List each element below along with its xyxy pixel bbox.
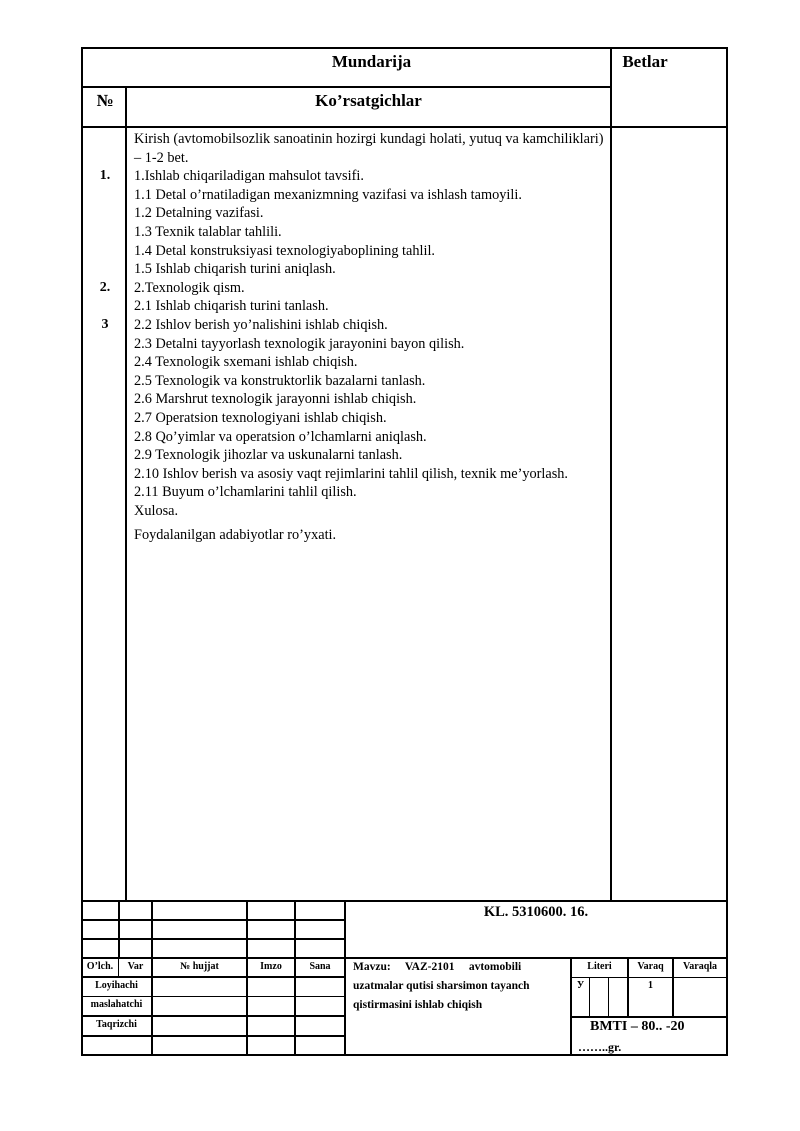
number-column-header: № <box>96 91 114 110</box>
subheader-divider <box>81 126 728 128</box>
toc-item: 2.1 Ishlab chiqarish turini tanlash. <box>134 298 329 315</box>
table-of-contents <box>134 130 604 545</box>
col-header-hujjat: № hujjat <box>180 961 219 972</box>
col-header-olch: O’lch. <box>86 961 114 972</box>
col-header-sana: Sana <box>309 961 331 972</box>
toc-item: 1.3 Texnik talablar tahlili. <box>134 223 282 240</box>
toc-item: 2.7 Operatsion texnologiyani ishlab chiqish. <box>134 409 387 426</box>
stamp-row-line <box>81 1035 345 1037</box>
toc-intro: Kirish (avtomobilsozlik sanoatinin hozirgi kundagi holati, yutuq va kamchiliklari) – 1-2 bet. <box>134 131 604 166</box>
varaqla-label: Varaqla <box>682 961 718 972</box>
indicators-column-header: Ko’rsatgichlar <box>315 91 422 110</box>
role-reviewer: Taqrizchi <box>96 1019 137 1030</box>
toc-item: Xulosa. <box>134 502 179 519</box>
stamp-col-line <box>246 900 248 1056</box>
topic-line: qistirmasini ishlab chiqish <box>353 999 483 1011</box>
toc-item: 1.2 Detalning vazifasi. <box>134 205 264 222</box>
toc-item: 2.10 Ishlov berish va asosiy vaqt rejimlarini tahlil qilish, texnik me’yorlash. <box>134 465 568 482</box>
stamp-col-line <box>608 977 609 1017</box>
toc-item: 1.5 Ishlab chiqarish turini aniqlash. <box>134 261 336 278</box>
pages-column-header: Betlar <box>622 52 668 71</box>
number-column-divider <box>125 86 127 902</box>
group-suffix: ……..gr. <box>578 1040 622 1054</box>
col-header-imzo: Imzo <box>260 961 282 972</box>
stamp-row-line <box>81 919 345 921</box>
document-code: KL. 5310600. 16. <box>483 904 589 920</box>
stamp-row-line <box>571 1016 728 1018</box>
stamp-row-line <box>81 996 345 997</box>
section-number-3: 3 <box>101 317 109 332</box>
section-number-1: 1. <box>99 168 111 183</box>
role-consultant: maslahatchi <box>90 999 143 1010</box>
literi-label: Literi <box>587 961 612 972</box>
toc-item: 2.11 Buyum o’lchamlarini tahlil qilish. <box>134 484 357 501</box>
toc-item: 2.5 Texnologik va konstruktorlik bazalarni tanlash. <box>134 372 426 389</box>
toc-references: Foydalanilgan adabiyotlar ro’yxati. <box>134 527 337 544</box>
stamp-col-line <box>589 977 590 1017</box>
varaq-label: Varaq <box>637 961 664 972</box>
toc-item: 2.9 Texnologik jihozlar va uskunalarni tanlash. <box>134 447 403 464</box>
pages-column-divider <box>610 47 612 902</box>
topic-line: uzatmalar qutisi sharsimon tayanch <box>353 980 530 992</box>
project-topic <box>353 958 565 1015</box>
stamp-row-line <box>571 977 728 978</box>
varaq-value: 1 <box>648 980 653 991</box>
toc-item: 2.8 Qo’yimlar va operatsion o’lchamlarni aniqlash. <box>134 428 427 445</box>
role-designer: Loyihachi <box>95 980 138 991</box>
stamp-top-border <box>81 900 728 902</box>
toc-item: 1.1 Detal o’rnatiladigan mexanizmning vazifasi va ishlash tamoyili. <box>134 186 522 203</box>
section-number-2: 2. <box>99 280 111 295</box>
toc-item: 2.4 Texnologik sxemani ishlab chiqish. <box>134 354 358 371</box>
stamp-row-line <box>81 938 345 940</box>
toc-item: 1.Ishlab chiqariladigan mahsulot tavsifi. <box>134 168 364 185</box>
topic-line: Mavzu: VAZ-2101 avtomobili <box>353 961 522 973</box>
header-divider <box>81 86 612 88</box>
toc-item: 2.3 Detalni tayyorlash texnologik jarayonini bayon qilish. <box>134 335 465 352</box>
stamp-col-line <box>118 958 119 977</box>
toc-item: 2.6 Marshrut texnologik jarayonni ishlab chiqish. <box>134 391 417 408</box>
stamp-row-line <box>81 1015 345 1017</box>
col-header-var: Var <box>127 961 144 972</box>
stamp-col-line <box>294 900 296 1056</box>
toc-item: 1.4 Detal konstruksiyasi texnologiyaboplining tahlil. <box>134 242 435 259</box>
toc-item: 2.2 Ishlov berish yo’nalishini ishlab chiqish. <box>134 316 388 333</box>
toc-item: 2.Texnologik qism. <box>134 279 245 296</box>
stamp-row-line <box>81 976 345 978</box>
stamp-col-line <box>118 900 120 958</box>
stamp-col-line <box>344 900 346 1056</box>
page-title: Mundarija <box>331 52 412 71</box>
stamp-col-line <box>151 900 153 1056</box>
group-code: BMTI – 80.. -20 <box>590 1019 685 1034</box>
literi-value: У <box>576 980 585 991</box>
